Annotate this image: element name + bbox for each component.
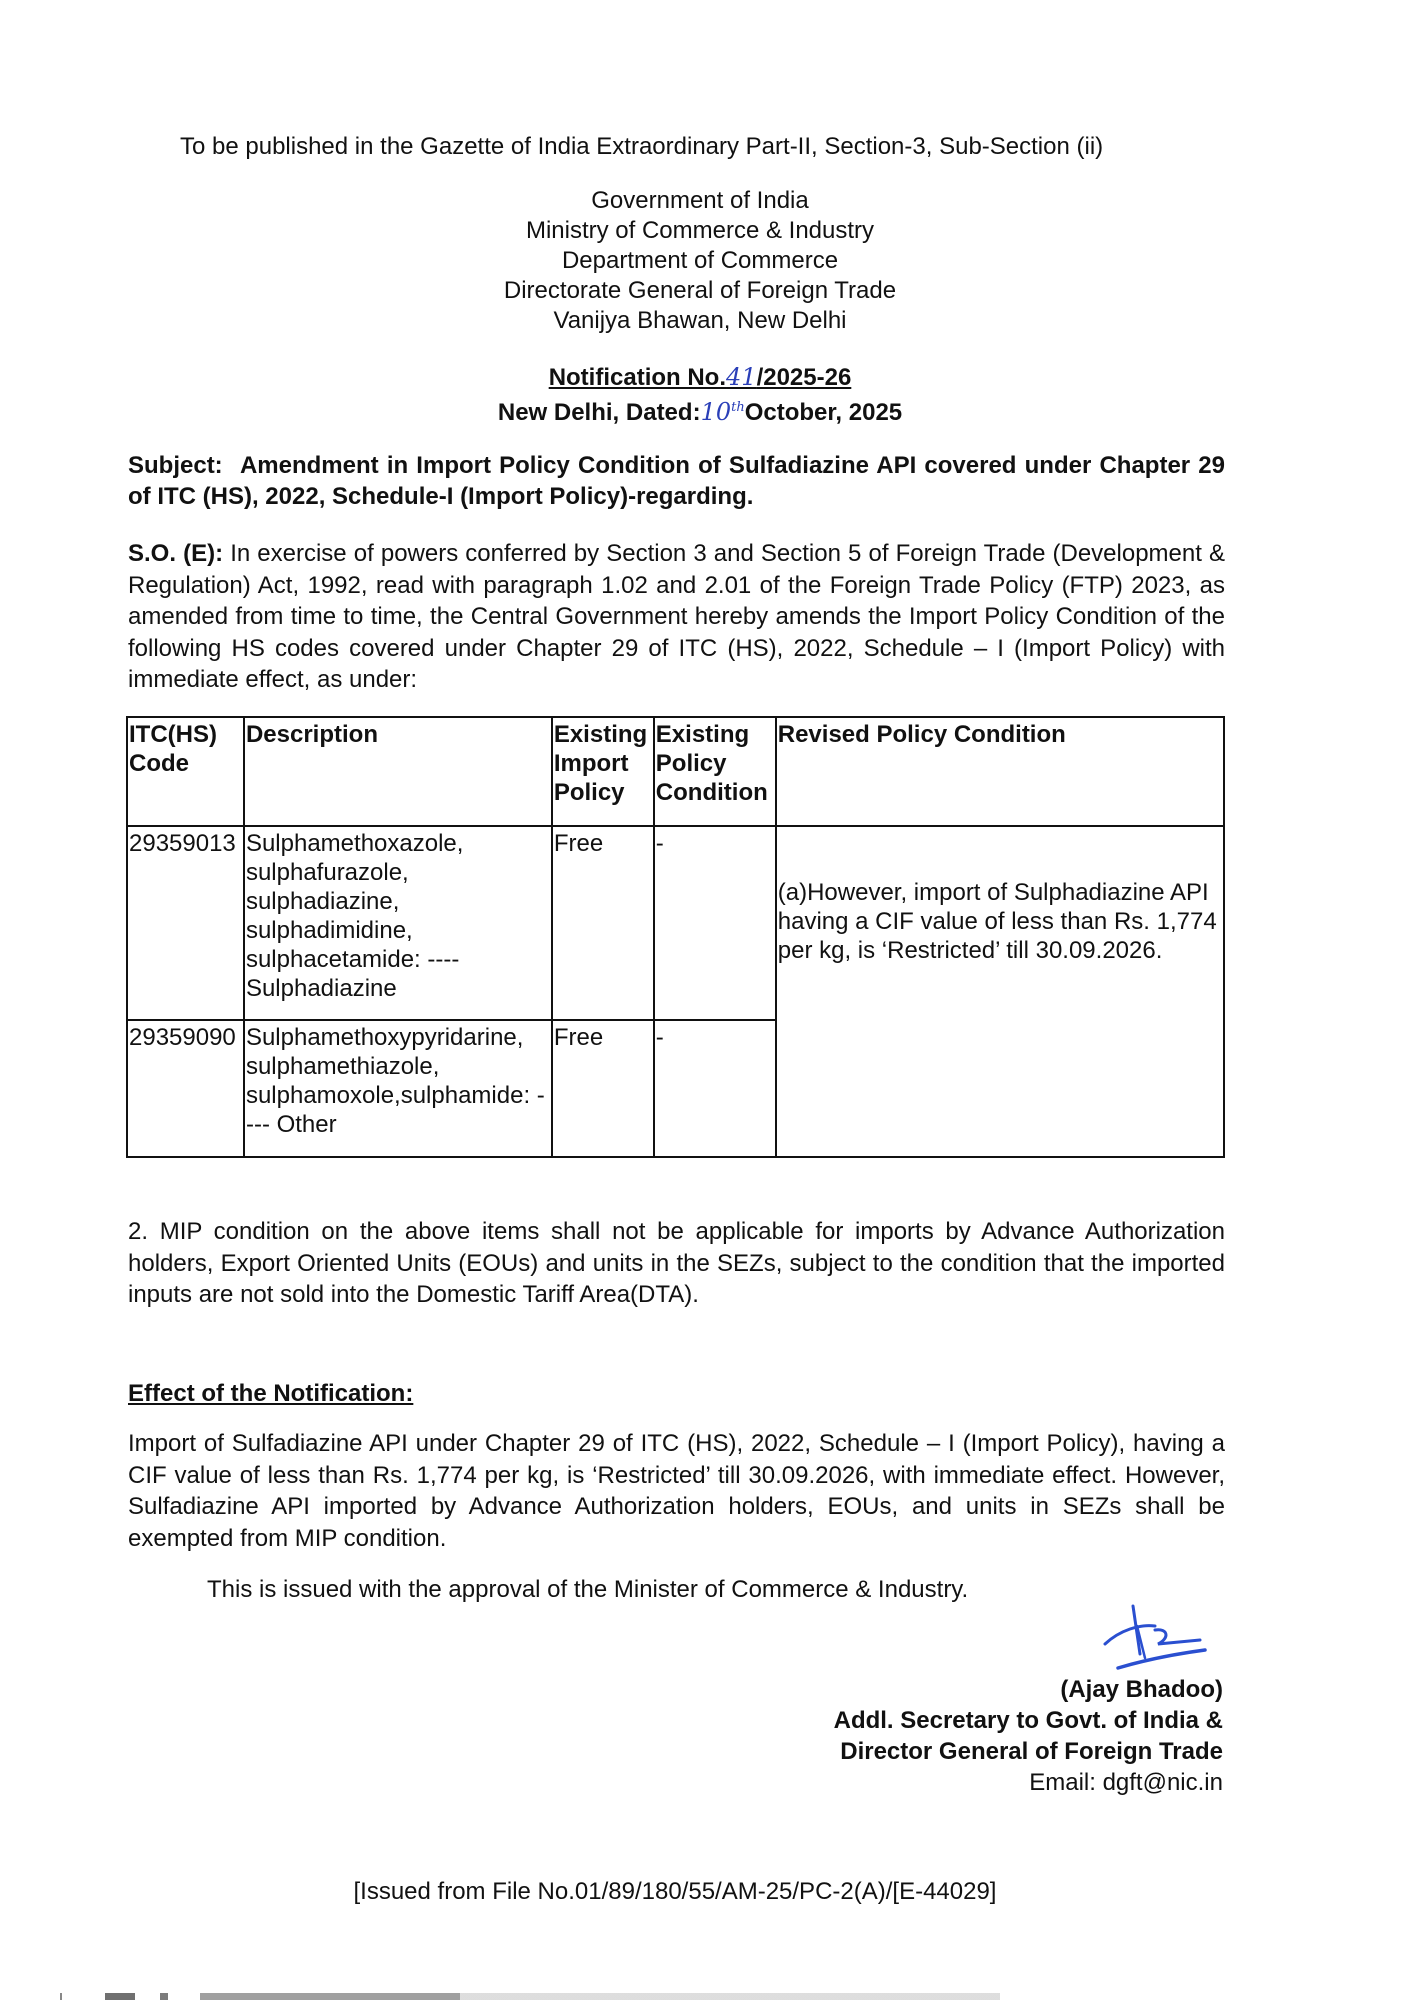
header-government: Government of India	[591, 187, 809, 214]
subject-text: Amendment in Import Policy Condition of Sulfadiazine API covered under Chapter 29 of ITC (HS), 2022, Schedule-I (Import Policy)-regarding.	[128, 452, 1225, 510]
so-text: In exercise of powers conferred by Section 3 and Section 5 of Foreign Trade (Development & Regulation) Act, 1992, read with paragraph 1.02 and 2.01 of the Foreign Trade Policy (FTP) 2023, as amended from time to time, the Central Government hereby amends the Import Policy Condition of the following HS codes covered under Chapter 29 of ITC (HS), 2022, Schedule – I (Import Policy) with immediate effect, as under:	[128, 540, 1225, 693]
effect-heading: Effect of the Notification:	[128, 1380, 414, 1407]
header-existing-policy-condition: Existing Policy Condition	[654, 717, 776, 826]
notification-year: /2025-26	[756, 364, 852, 391]
notification-number	[400, 362, 1000, 393]
file-reference-footer: [Issued from File No.01/89/180/55/AM-25/PC-2(A)/[E-44029]	[353, 1878, 997, 1905]
header-revised-policy-condition: Revised Policy Condition	[776, 717, 1224, 826]
header-existing-import-policy: Existing Import Policy	[552, 717, 654, 826]
scan-artifact-divider	[60, 1993, 1000, 2000]
signatory-designation-2: Director General of Foreign Trade	[840, 1738, 1223, 1765]
issuing-authority-header	[400, 186, 1000, 336]
signatory-email: Email: dgft@nic.in	[1029, 1769, 1223, 1796]
subject-label: Subject:	[128, 452, 223, 479]
handwritten-day-suffix: th	[731, 400, 745, 415]
so-paragraph	[128, 538, 1225, 696]
signatory-block	[700, 1674, 1223, 1798]
header-itc-hs-code: ITC(HS) Code	[127, 717, 244, 826]
subject-paragraph	[128, 450, 1225, 512]
header-directorate: Directorate General of Foreign Trade	[503, 277, 897, 304]
handwritten-day: 10	[700, 398, 732, 426]
cell-itc-hs-code: 29359090	[127, 1020, 244, 1157]
handwritten-signature-icon	[1100, 1604, 1210, 1672]
notification-prefix: Notification No.	[548, 364, 727, 391]
cell-itc-hs-code: 29359013	[127, 826, 244, 1020]
handwritten-number: 41	[726, 363, 757, 391]
paragraph-2-mip-exemption: 2. MIP condition on the above items shall not be applicable for imports by Advance Authorization holders, Export Oriented Units (EOUs) and units in the SEZs, subject to the condition that the imported inputs are not sold into the Domestic Tariff Area(DTA).	[128, 1218, 1225, 1308]
cell-existing-policy-condition: -	[654, 826, 776, 1020]
approval-statement: This is issued with the approval of the Minister of Commerce & Industry.	[207, 1576, 969, 1603]
gazette-publication-line: To be published in the Gazette of India Extraordinary Part-II, Section-3, Sub-Section (ii)	[180, 133, 1104, 160]
dated-month-year: October, 2025	[744, 399, 903, 426]
table-header-row	[127, 717, 1224, 826]
header-description: Description	[244, 717, 552, 826]
header-department: Department of Commerce	[561, 247, 839, 274]
notification-date	[400, 393, 1000, 428]
dated-prefix: New Delhi, Dated:	[497, 399, 701, 426]
cell-revised-policy-condition: (a)However, import of Sulphadiazine API having a CIF value of less than Rs. 1,774 per kg, is ‘Restricted’ till 30.09.2026.	[776, 826, 1224, 1157]
signatory-designation-1: Addl. Secretary to Govt. of India &	[833, 1707, 1223, 1734]
cell-description: Sulphamethoxazole, sulphafurazole, sulphadiazine, sulphadimidine, sulphacetamide: ---- Sulphadiazine	[244, 826, 552, 1020]
so-label: S.O. (E):	[128, 540, 224, 567]
cell-existing-policy-condition: -	[654, 1020, 776, 1157]
header-ministry: Ministry of Commerce & Industry	[525, 217, 875, 244]
notification-heading	[400, 362, 1000, 428]
cell-existing-import-policy: Free	[552, 1020, 654, 1157]
table-row	[127, 826, 1224, 1020]
policy-amendment-table	[126, 716, 1225, 1158]
signatory-name: (Ajay Bhadoo)	[1060, 1676, 1223, 1703]
header-address: Vanijya Bhawan, New Delhi	[553, 307, 847, 334]
cell-existing-import-policy: Free	[552, 826, 654, 1020]
effect-text: Import of Sulfadiazine API under Chapter 29 of ITC (HS), 2022, Schedule – I (Import Policy), having a CIF value of less than Rs. 1,774 per kg, is ‘Restricted’ till 30.09.2026, with immediate effect. However, Sulfadiazine API imported by Advance Authorization holders, EOUs, and units in SEZs shall be exempted from MIP condition.	[128, 1430, 1225, 1552]
cell-description: Sulphamethoxypyridarine, sulphamethiazole, sulphamoxole,sulphamide: ---- Other	[244, 1020, 552, 1157]
